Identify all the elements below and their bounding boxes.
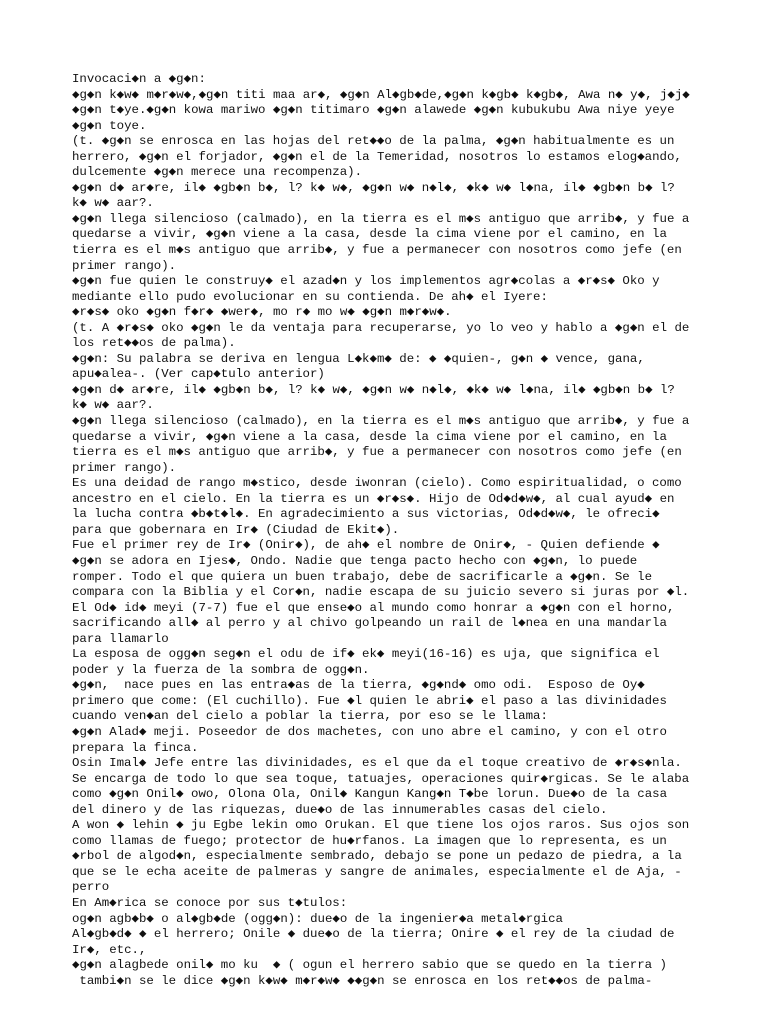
text-line: como llamas de fuego; protector de hu◆rfanos. La imagen que lo representa, es un: [72, 833, 667, 848]
text-line: (t. ◆g◆n se enrosca en las hojas del ret◆◆o de la palma, ◆g◆n habitualmente es un: [72, 134, 675, 149]
text-line: primero que come: (El cuchillo). Fue ◆l quien le abri◆ el paso a las divinidades: [72, 693, 667, 708]
text-line: k◆ w◆ aar?.: [72, 398, 154, 413]
text-line: compara con la Biblia y el Cor◆n, nadie escapa de su juicio severo si juras por ◆l.: [72, 585, 690, 600]
text-line: ◆g◆n: Su palabra se deriva en lengua L◆k◆m◆ de: ◆ ◆quien-, g◆n ◆ vence, gana,: [72, 351, 645, 366]
text-line: ◆rbol de algod◆n, especialmente sembrado, debajo se pone un pedazo de piedra, a la: [72, 849, 682, 864]
text-line: primer rango).: [72, 460, 177, 475]
text-line: romper. Todo el que quiera un buen trabajo, debe de sacrificarle a ◆g◆n. Se le: [72, 569, 653, 584]
text-line: cuando ven◆an del cielo a poblar la tierra, por eso se le llama:: [72, 709, 548, 724]
text-line: sacrificando all◆ al perro y al chivo golpeando un rail de l◆nea en una mandarla: [72, 616, 667, 631]
text-line: ◆g◆n d◆ ar◆re, il◆ ◆gb◆n b◆, l? k◆ w◆, ◆g◆n w◆ n◆l◆, ◆k◆ w◆ l◆na, il◆ ◆gb◆n b◆ l?: [72, 180, 675, 195]
text-line: Se encarga de todo lo que sea toque, tatuajes, operaciones quir◆rgicas. Se le alaba: [72, 771, 690, 786]
text-line: herrero, ◆g◆n el forjador, ◆g◆n el de la Temeridad, nosotros lo estamos elog◆ando,: [72, 149, 682, 164]
text-line: ◆g◆n, nace pues en las entra◆as de la tierra, ◆g◆nd◆ omo odi. Esposo de Oy◆: [72, 678, 645, 693]
text-line: Al◆gb◆d◆ ◆ el herrero; Onile ◆ due◆o de la tierra; Onire ◆ el rey de la ciudad de: [72, 927, 675, 942]
document-body: [72, 72, 762, 989]
text-line: ◆g◆n fue quien le construy◆ el azad◆n y los implementos agr◆colas a ◆r◆s◆ Oko y: [72, 274, 660, 289]
text-line: (t. A ◆r◆s◆ oko ◆g◆n le da ventaja para recuperarse, yo lo veo y hablo a ◆g◆n el de: [72, 320, 690, 335]
text-line: tierra es el m◆s antiguo que arrib◆, y fue a permanecer con nosotros como jefe (en: [72, 445, 682, 460]
text-line: tierra es el m◆s antiguo que arrib◆, y fue a permanecer con nosotros como jefe (en: [72, 243, 682, 258]
text-line: Es una deidad de rango m◆stico, desde iwonran (cielo). Como espiritualidad, o como: [72, 476, 682, 491]
text-line: ancestro en el cielo. En la tierra es un ◆r◆s◆. Hijo de Od◆d◆w◆, al cual ayud◆ en: [72, 491, 675, 506]
text-line: tambi◆n se le dice ◆g◆n k◆w◆ m◆r◆w◆ ◆◆g◆n se enrosca en los ret◆◆os de palma-: [72, 973, 653, 988]
text-line: ◆g◆n toye.: [72, 118, 147, 133]
text-line: perro: [72, 880, 110, 895]
text-line: ◆g◆n Alad◆ meji. Poseedor de dos machetes, con uno abre el camino, y con el otro: [72, 724, 667, 739]
text-line: ◆g◆n d◆ ar◆re, il◆ ◆gb◆n b◆, l? k◆ w◆, ◆g◆n w◆ n◆l◆, ◆k◆ w◆ l◆na, il◆ ◆gb◆n b◆ l?: [72, 382, 675, 397]
text-line: Fue el primer rey de Ir◆ (Onir◆), de ah◆ el nombre de Onir◆, - Quien defiende ◆: [72, 538, 660, 553]
text-line: ◆g◆n llega silencioso (calmado), en la tierra es el m◆s antiguo que arrib◆, y fue a: [72, 211, 690, 226]
text-line: ◆g◆n se adora en Ijes◆, Ondo. Nadie que tenga pacto hecho con ◆g◆n, lo puede: [72, 553, 638, 568]
text-line: A won ◆ lehin ◆ ju Egbe lekin omo Orukan. El que tiene los ojos raros. Sus ojos son: [72, 818, 690, 833]
text-line: mediante ello pudo evolucionar en su contienda. De ah◆ el Iyere:: [72, 289, 548, 304]
text-line: En Am◆rica se conoce por sus t◆tulos:: [72, 895, 348, 910]
text-line: El Od◆ id◆ meyi (7-7) fue el que ense◆o al mundo como honrar a ◆g◆n con el horno,: [72, 600, 675, 615]
text-line: ◆g◆n k◆w◆ m◆r◆w◆,◆g◆n titi maa ar◆, ◆g◆n Al◆gb◆de,◆g◆n k◆gb◆ k◆gb◆, Awa n◆ y◆, j◆j◆: [72, 87, 690, 102]
text-line: k◆ w◆ aar?.: [72, 196, 154, 211]
text-line: primer rango).: [72, 258, 177, 273]
text-line: og◆n agb◆b◆ o al◆gb◆de (ogg◆n): due◆o de la ingenier◆a metal◆rgica: [72, 911, 563, 926]
text-line: prepara la finca.: [72, 740, 199, 755]
text-line: los ret◆◆os de palma).: [72, 336, 236, 351]
text-line: La esposa de ogg◆n seg◆n el odu de if◆ ek◆ meyi(16-16) es uja, que significa el: [72, 647, 660, 662]
text-line: para llamarlo: [72, 631, 169, 646]
text-line: para que gobernara en Ir◆ (Ciudad de Ekit◆).: [72, 522, 400, 537]
text-line: ◆g◆n llega silencioso (calmado), en la tierra es el m◆s antiguo que arrib◆, y fue a: [72, 414, 690, 429]
text-line: quedarse a vivir, ◆g◆n viene a la casa, desde la cima viene por el camino, en la: [72, 227, 667, 242]
text-line: del dinero y de las riquezas, due◆o de las innumerables casas del cielo.: [72, 802, 608, 817]
text-line: ◆g◆n t◆ye.◆g◆n kowa mariwo ◆g◆n titimaro ◆g◆n alawede ◆g◆n kubukubu Awa niye yeye: [72, 103, 675, 118]
text-line: ◆g◆n alagbede onil◆ mo ku ◆ ( ogun el herrero sabio que se quedo en la tierra ): [72, 958, 667, 973]
text-line: Invocaci◆n a ◆g◆n:: [72, 72, 206, 86]
text-line: poder y la fuerza de la sombra de ogg◆n.: [72, 662, 370, 677]
text-line: Ir◆, etc.,: [72, 942, 147, 957]
text-line: la lucha contra ◆b◆t◆l◆. En agradecimiento a sus victorias, Od◆d◆w◆, le ofreci◆: [72, 507, 660, 522]
text-line: Osin Imal◆ Jefe entre las divinidades, es el que da el toque creativo de ◆r◆s◆nla.: [72, 756, 682, 771]
text-line: como ◆g◆n Onil◆ owo, Olona Ola, Onil◆ Kangun Kang◆n T◆be lorun. Due◆o de la casa: [72, 787, 668, 802]
text-line: que se le echa aceite de palmeras y sangre de animales, especialmente el de Aja, -: [72, 864, 682, 879]
text-line: quedarse a vivir, ◆g◆n viene a la casa, desde la cima viene por el camino, en la: [72, 429, 667, 444]
text-line: dulcemente ◆g◆n merece una recompenza).: [72, 165, 363, 180]
text-line: ◆r◆s◆ oko ◆g◆n f◆r◆ ◆wer◆, mo r◆ mo w◆ ◆g◆n m◆r◆w◆.: [72, 305, 452, 320]
text-line: apu◆alea-. (Ver cap◆tulo anterior): [72, 367, 325, 382]
